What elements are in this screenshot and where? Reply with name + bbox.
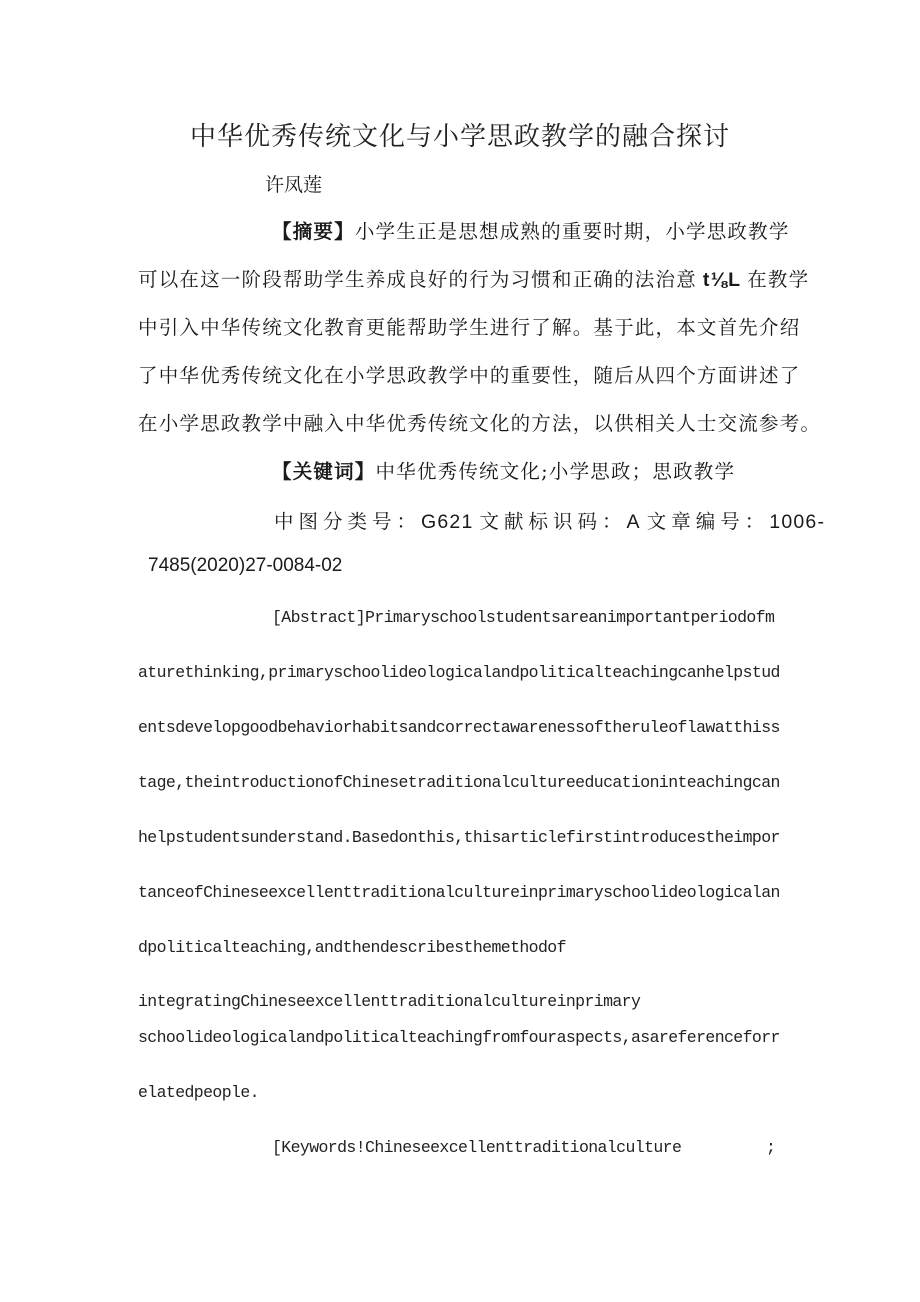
article-number-label: 文章编号： [646, 510, 770, 533]
keywords-en-text: [Keywords!Chineseexcellenttraditionalculture [272, 1138, 682, 1157]
abstract-en-line-7: dpoliticalteaching,andthendescribesthemethodof [138, 938, 566, 957]
class-number-label: 中图分类号： [274, 510, 422, 533]
abstract-cn-text-2c: 在教学 [747, 268, 810, 291]
abstract-cn-line-2 [138, 264, 809, 292]
class-number-value: G621 [421, 511, 474, 533]
abstract-en-line-4: tage,theintroductionofChinesetraditionalcultureeducationinteachingcan [138, 773, 780, 792]
abstract-cn-label: 【摘要】 [272, 220, 355, 243]
abstract-cn-line-1 [272, 216, 790, 244]
doc-code-label: 文献标识码： [479, 510, 627, 533]
abstract-cn-text-1: 小学生正是思想成熟的重要时期，小学思政教学 [354, 220, 790, 243]
abstract-en-line-6: tanceofChineseexcellenttraditionalcultureinprimaryschoolideologicalan [138, 883, 780, 902]
paper-title: 中华优秀传统文化与小学思政教学的融合探讨 [189, 122, 730, 152]
abstract-cn-line-3: 中引入中华传统文化教育更能帮助学生进行了解。基于此，本文首先介绍 [138, 316, 801, 339]
author-name: 许凤莲 [265, 174, 323, 196]
abstract-en-line-2: aturethinking,primaryschoolideologicalandpoliticalteachingcanhelpstud [138, 663, 780, 682]
keywords-en-separator: ; [766, 1138, 776, 1157]
abstract-en-line-8: integratingChineseexcellenttraditionalcultureinprimary [138, 992, 641, 1011]
abstract-en-line-3: entsdevelopgoodbehaviorhabitsandcorrectawarenessoftheruleoflawatthiss [138, 718, 780, 737]
doc-code-value: A [626, 511, 641, 533]
abstract-cn-text-2a: 可以在这一阶段帮助学生养成良好的行为习惯和正确的法治意 [138, 268, 697, 291]
classification-line [274, 506, 825, 534]
abstract-cn-text-2b: t⅛L [702, 269, 742, 291]
abstract-cn-line-4: 了中华优秀传统文化在小学思政教学中的重要性，随后从四个方面讲述了 [138, 364, 801, 387]
abstract-cn-line-5: 在小学思政教学中融入中华优秀传统文化的方法，以供相关人士交流参考。 [138, 412, 822, 435]
abstract-en-line-1: [Abstract]Primaryschoolstudentsareanimportantperiodofm [272, 608, 775, 627]
abstract-en-line-10: elatedpeople. [138, 1083, 259, 1102]
keywords-cn-text: 中华优秀传统文化;小学思政；思政教学 [375, 460, 736, 483]
article-number-value-1: 1006- [769, 511, 826, 533]
article-number-value-2: 7485(2020)27-0084-02 [148, 555, 343, 576]
abstract-en-line-9: schoolideologicalandpoliticalteachingfromfouraspects,asareferenceforr [138, 1028, 780, 1047]
abstract-en-line-5: helpstudentsunderstand.Basedonthis,thisarticlefirstintroducestheimpor [138, 828, 780, 847]
keywords-cn [272, 456, 735, 484]
keywords-cn-label: 【关键词】 [272, 460, 376, 483]
